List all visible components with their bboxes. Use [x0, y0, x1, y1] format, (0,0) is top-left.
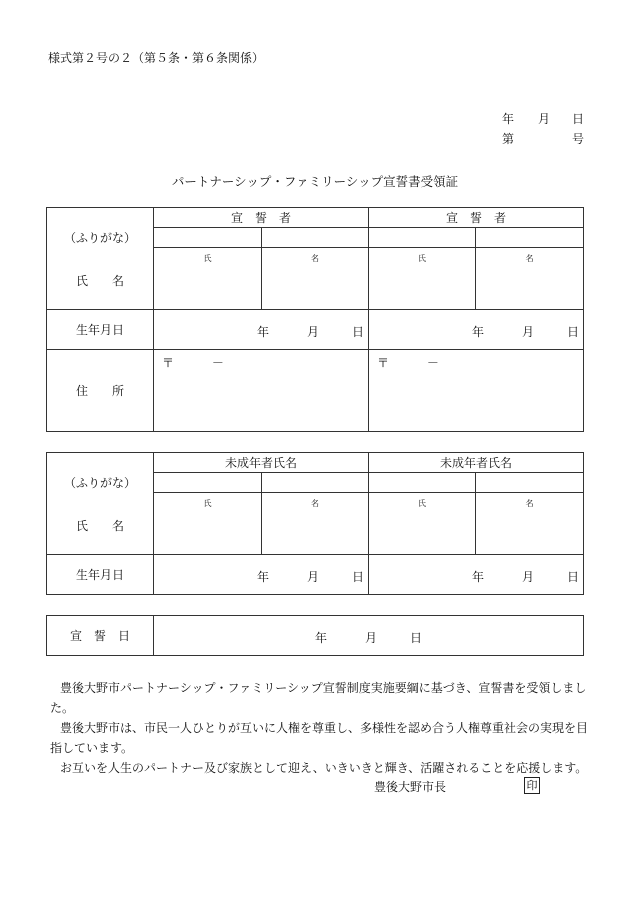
minor-birth-field-1[interactable]: [154, 555, 369, 595]
furigana-mei-1[interactable]: [262, 228, 369, 248]
oath-date-table: [46, 615, 584, 656]
minor-mei-field-1[interactable]: 名: [262, 493, 369, 555]
declarant-1-header: 宣 誓 者: [154, 208, 369, 228]
mei-field-2[interactable]: 名: [476, 248, 584, 310]
header-no-suffix: 号: [572, 132, 585, 146]
minor-table: [46, 452, 584, 595]
birth-month-1: 月: [307, 325, 320, 339]
postal-mark-2: 〒: [377, 356, 390, 370]
minor-furigana-mei-2[interactable]: [476, 473, 584, 493]
minor-2-header: 未成年者氏名: [369, 453, 584, 473]
declarant-table: [46, 207, 584, 432]
minor-birth-day-1: 日: [352, 570, 365, 584]
birth-month-2: 月: [522, 325, 535, 339]
minor-birth-month-1: 月: [307, 570, 320, 584]
furigana-label: （ふりがな）: [63, 230, 136, 245]
minor-birth-year-1: 年: [257, 570, 270, 584]
birth-day-2: 日: [567, 325, 580, 339]
minor-birth-day-2: 日: [567, 570, 580, 584]
birth-field-2[interactable]: [369, 310, 584, 350]
sei-field-2[interactable]: 氏: [369, 248, 476, 310]
oath-date-label: 宣 誓 日: [47, 616, 154, 656]
body-paragraph-3: お互いを人生のパートナー及び家族として迎え、いきいきと輝き、活躍されることを応援します。: [60, 761, 588, 775]
seal-mark: 印: [524, 777, 540, 794]
declarant-2-header: 宣 誓 者: [369, 208, 584, 228]
sei-field-1[interactable]: 氏: [154, 248, 262, 310]
document-title: パートナーシップ・ファミリーシップ宣誓書受領証: [171, 174, 459, 189]
birth-year-1: 年: [257, 325, 270, 339]
birth-field-1[interactable]: [154, 310, 369, 350]
body-paragraph-1: 豊後大野市パートナーシップ・ファミリーシップ宣誓制度実施要綱に基づき、宣誓書を受領しました。: [50, 681, 587, 715]
postal-dash-1: －: [211, 356, 224, 370]
oath-month: 月: [365, 631, 378, 645]
oath-date-field[interactable]: [154, 616, 584, 656]
minor-sei-field-2[interactable]: 氏: [369, 493, 476, 555]
minor-birth-label: 生年月日: [47, 555, 154, 595]
birth-day-1: 日: [352, 325, 365, 339]
header-no-prefix: 第: [502, 132, 515, 146]
postal-mark-1: 〒: [162, 356, 175, 370]
mei-field-1[interactable]: 名: [262, 248, 369, 310]
birth-year-2: 年: [472, 325, 485, 339]
minor-birth-month-2: 月: [522, 570, 535, 584]
furigana-sei-1[interactable]: [154, 228, 262, 248]
oath-year: 年: [315, 631, 328, 645]
header-year: 年: [502, 112, 515, 126]
oath-day: 日: [410, 631, 423, 645]
minor-furigana-mei-1[interactable]: [262, 473, 369, 493]
mayor-title: 豊後大野市長: [374, 780, 447, 794]
minor-furigana-label: （ふりがな）: [63, 475, 136, 490]
header-day: 日: [572, 112, 585, 126]
minor-name-label: 氏 名: [75, 518, 124, 533]
name-label-cell: [47, 208, 154, 310]
minor-furigana-sei-2[interactable]: [369, 473, 476, 493]
birth-label: 生年月日: [47, 310, 154, 350]
minor-furigana-sei-1[interactable]: [154, 473, 262, 493]
address-field-2[interactable]: [369, 350, 584, 432]
minor-birth-field-2[interactable]: [369, 555, 584, 595]
furigana-mei-2[interactable]: [476, 228, 584, 248]
name-label: 氏 名: [75, 273, 124, 288]
body-text: [50, 678, 590, 778]
minor-birth-year-2: 年: [472, 570, 485, 584]
address-field-1[interactable]: [154, 350, 369, 432]
minor-name-label-cell: [47, 453, 154, 555]
form-number: 様式第２号の２（第５条・第６条関係）: [48, 51, 265, 65]
postal-dash-2: －: [426, 356, 439, 370]
body-paragraph-2: 豊後大野市は、市民一人ひとりが互いに人権を尊重し、多様性を認め合う人権尊重社会の実現を目指しています。: [50, 721, 589, 755]
minor-1-header: 未成年者氏名: [154, 453, 369, 473]
header-month: 月: [538, 112, 551, 126]
minor-sei-field-1[interactable]: 氏: [154, 493, 262, 555]
furigana-sei-2[interactable]: [369, 228, 476, 248]
address-label: 住 所: [47, 350, 154, 432]
minor-mei-field-2[interactable]: 名: [476, 493, 584, 555]
